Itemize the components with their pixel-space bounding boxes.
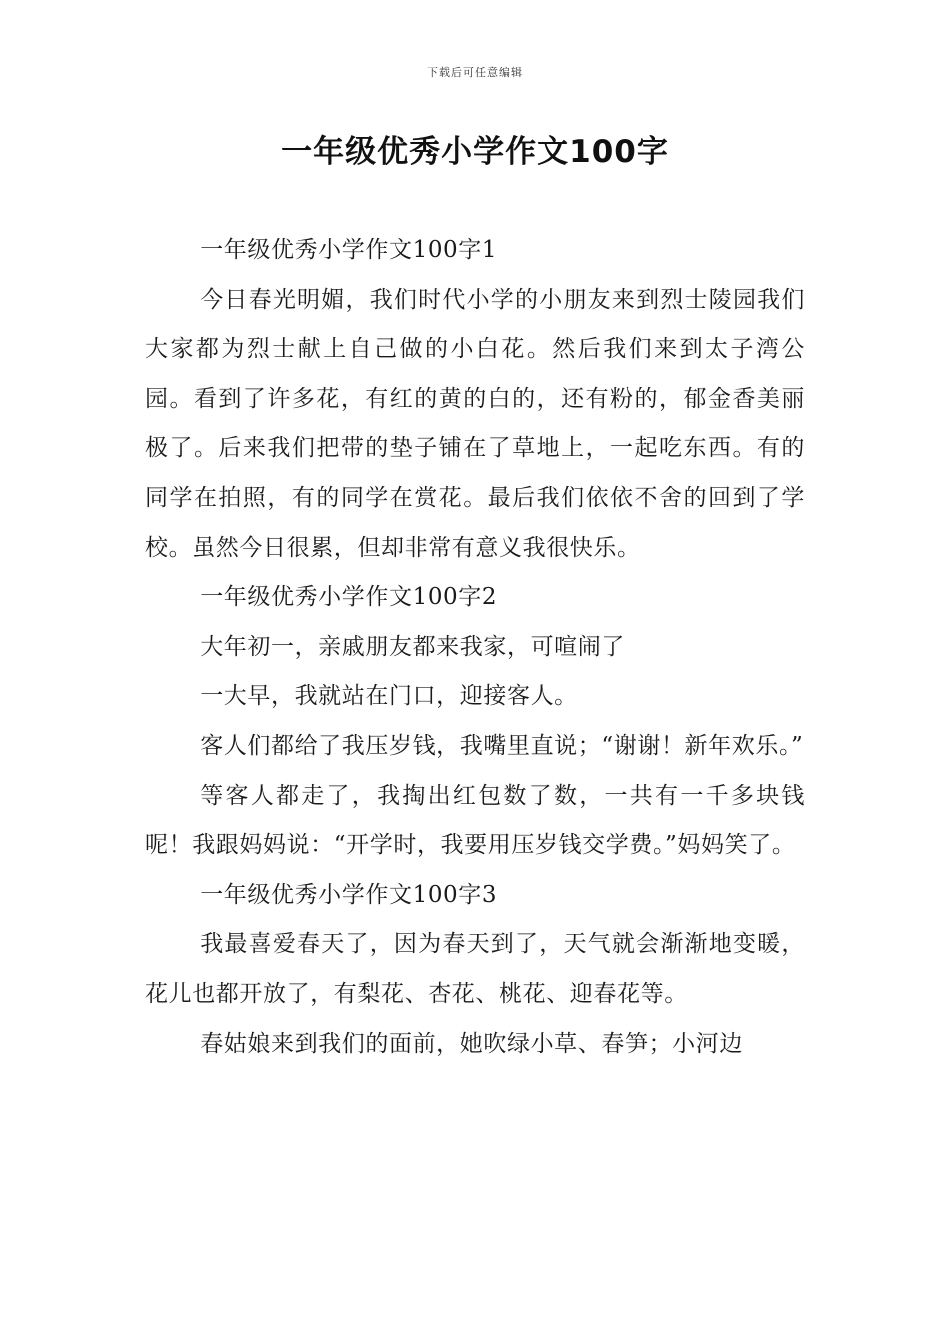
essay-heading-3: 一年级优秀小学作文100字3 xyxy=(200,881,498,908)
essay-heading-2: 一年级优秀小学作文100字2 xyxy=(200,584,498,611)
essay-2-paragraph-2: 一大早，我就站在门口，迎接客人。 xyxy=(200,683,578,710)
essay-heading-1: 一年级优秀小学作文100字1 xyxy=(200,237,498,263)
document-body xyxy=(145,226,805,1069)
header-note: 下载后可任意编辑 xyxy=(427,66,523,79)
document-title: 一年级优秀小学作文100字 xyxy=(281,134,669,170)
essay-2-paragraph-1: 大年初一，亲戚朋友都来我家，可喧闹了 xyxy=(200,633,625,660)
essay-2-paragraph-3: 客人们都给了我压岁钱，我嘴里直说；“谢谢！新年欢乐。” xyxy=(200,732,804,759)
essay-3-paragraph-1: 我最喜爱春天了，因为春天到了，天气就会渐渐地变暖，花儿也都开放了，有梨花、杏花、桃花、迎春花等。 xyxy=(145,931,805,1007)
essay-3-paragraph-2: 春姑娘来到我们的面前，她吹绿小草、春笋；小河边 xyxy=(200,1030,743,1057)
essay-2-paragraph-4: 等客人都走了，我掏出红包数了数，一共有一千多块钱呢！我跟妈妈说：“开学时，我要用压岁钱交学费。”妈妈笑了。 xyxy=(145,782,805,859)
essay-1-paragraph-1: 今日春光明媚，我们时代小学的小朋友来到烈士陵园我们大家都为烈士献上自己做的小白花。然后我们来到太子湾公园。看到了许多花，有红的黄的白的，还有粉的，郁金香美丽极了。后来我们把带的垫子铺在了草地上，一起吃东西。有的同学在拍照，有的同学在赏花。最后我们依依不舍的回到了学校。虽然今日很累，但却非常有意义我很快乐。 xyxy=(145,286,805,561)
